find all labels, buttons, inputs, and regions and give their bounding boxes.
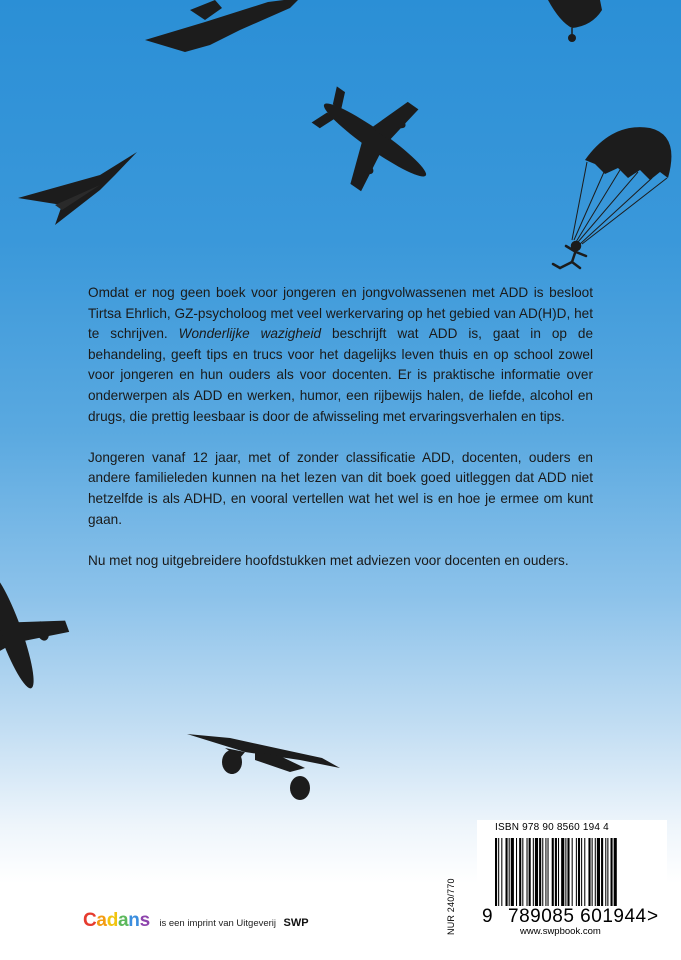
cadans-letter: d [106, 910, 119, 931]
imprint-text: is een imprint van Uitgeverij [159, 918, 277, 929]
cadans-letter: a [96, 910, 107, 931]
blurb-p1-part1: Omdat er nog geen boek voor jongeren en jongvolwassenen met ADD is besloot Tirtsa Ehrlich, GZ-psycholoog met veel werkervaring op het gebied van AD(H)D, het te schrijven. [88, 285, 593, 342]
isbn-label: ISBN 978 90 8560 194 4 [495, 822, 609, 833]
cadans-letter: n [128, 910, 140, 931]
blurb-paragraph-3: Nu met nog uitgebreidere hoofdstukken met adviezen voor docenten en ouders. [88, 552, 569, 568]
cadans-letter: s [139, 910, 150, 931]
blurb-paragraph-2: Jongeren vanaf 12 jaar, met of zonder classificatie ADD, docenten, ouders en andere familieleden kunnen na het lezen van dit boek goed uitleggen dat ADD niet hetzelfde is als ADHD, en vooral vertellen wat het wel is en hoe je ermee om kunt gaan. [88, 449, 593, 527]
barcode-icon [495, 838, 647, 906]
back-cover-blurb [88, 283, 593, 592]
blurb-paragraph-1 [88, 283, 593, 427]
cadans-letter: C [83, 910, 97, 931]
website-link[interactable]: www.swpbook.com [520, 926, 601, 937]
ean-digits: 789085 601944 [508, 906, 647, 927]
cadans-logo [83, 910, 150, 931]
publisher-line [83, 910, 309, 932]
ean-first-digit: 9 [482, 906, 493, 927]
blurb-p1-part2: beschrijft wat ADD is, gaat in op de behandeling, geeft tips en trucs voor het dagelijks leven thuis en op school zowel voor jongeren en hun ouders als voor docenten. Er is praktische informatie over onderwerpen als ADD en werken, humor, een rijbewijs halen, de liefde, alcohol en drugs, die prettig leesbaar is door de afwisseling met ervaringsverhalen en tips. [88, 326, 594, 424]
book-title-italic: Wonderlijke wazigheid [178, 326, 322, 342]
ean-arrow: > [647, 906, 659, 927]
nur-label: NUR 240/770 [446, 878, 456, 935]
swp-logo: SWP [283, 917, 309, 929]
cadans-letter: a [118, 910, 129, 931]
